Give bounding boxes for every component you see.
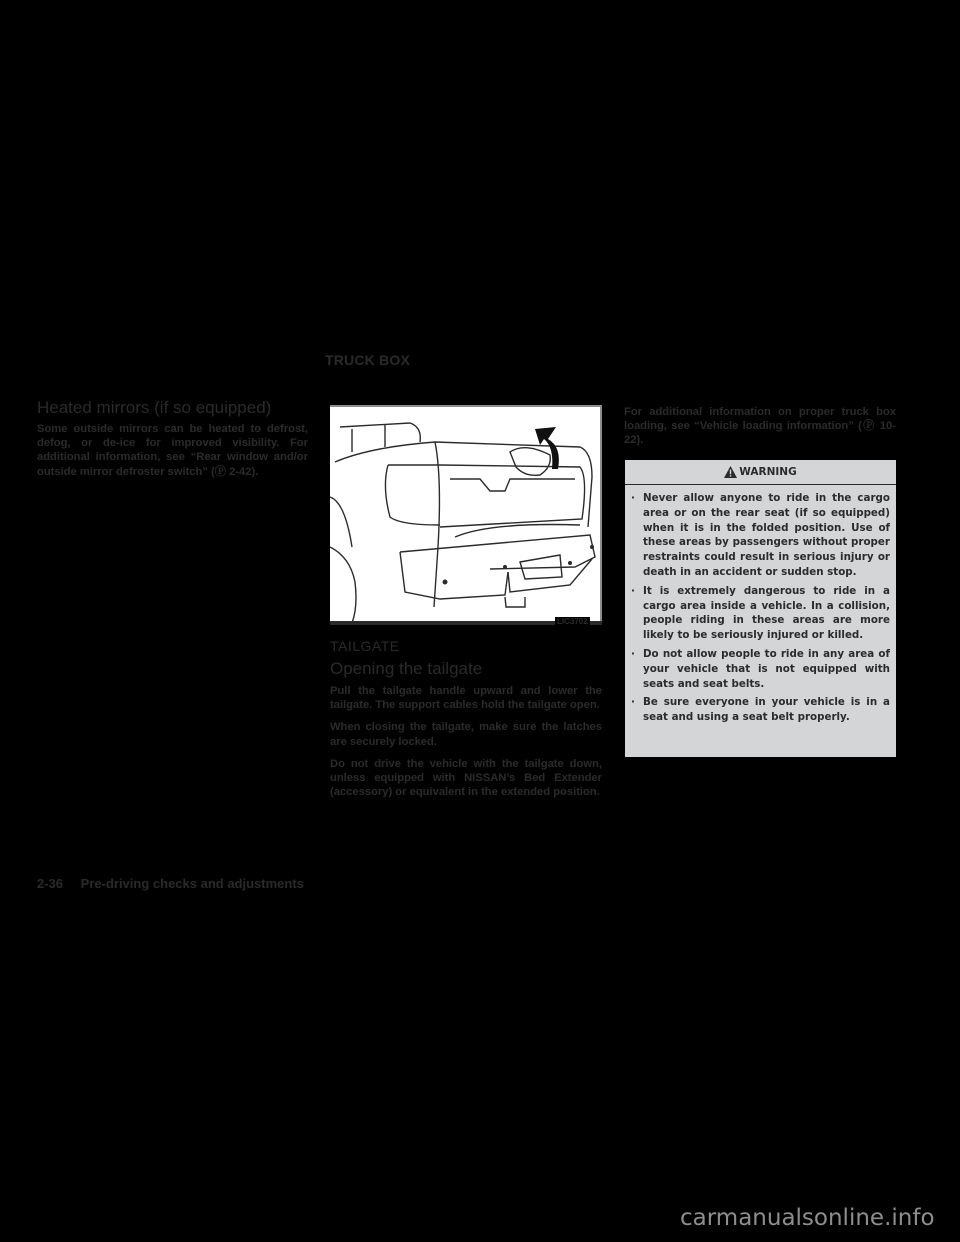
warning-header	[625, 460, 896, 485]
warning-list	[625, 485, 896, 725]
opening-tailgate-heading: Opening the tailgate	[330, 659, 483, 678]
tailgate-illustration	[330, 405, 602, 623]
watermark: carmanualsonline.info	[680, 1205, 935, 1231]
chapter-title: Pre-driving checks and adjustments	[80, 876, 304, 891]
warning-item: · Do not allow people to ride in any area of your vehicle that is not equipped with seats and seat belts.	[631, 647, 890, 690]
opening-tailgate-section	[330, 659, 602, 807]
tailgate-heading: TAILGATE	[330, 638, 400, 654]
warning-triangle-icon	[724, 466, 737, 478]
warning-box	[625, 460, 896, 757]
truck-box-loading-paragraph: For additional information on proper truck box loading, see “Vehicle loading information” (Ⓟ 10-22).	[624, 406, 896, 447]
truck-box-loading-section	[624, 405, 896, 448]
page-footer	[37, 876, 304, 891]
heated-mirrors-section	[37, 398, 308, 479]
heated-mirrors-paragraph: Some outside mirrors can be heated to defrost, defog, or de-ice for improved visibility. For additional information, see “Rear window and/or outside mirror defroster switch” (Ⓟ 2-42).	[37, 423, 308, 478]
warning-item: · It is extremely dangerous to ride in a cargo area inside a vehicle. In a collision, people riding in these areas are more likely to be seriously injured or killed.	[631, 584, 890, 642]
warning-title: WARNING	[739, 466, 797, 478]
truck-tailgate-drawing-icon	[330, 407, 600, 623]
tailgate-paragraph-3: Do not drive the vehicle with the tailgate down, unless equipped with NISSAN’s Bed Extender (accessory) or equivalent in the extended position.	[330, 757, 602, 799]
heated-mirrors-heading: Heated mirrors (if so equipped)	[37, 398, 272, 417]
tailgate-paragraph-2: When closing the tailgate, make sure the latches are securely locked.	[330, 721, 602, 748]
warning-item: · Never allow anyone to ride in the cargo area or on the rear seat (if so equipped) when it is in the folded position. Use of these areas by passengers without proper restraints could result in serious injury or death in an accident or sudden stop.	[631, 492, 890, 578]
section-header: TRUCK BOX	[325, 352, 411, 368]
page-number: 2-36	[37, 876, 64, 891]
figure-code: LIC3702	[557, 617, 588, 626]
tailgate-paragraph-1: Pull the tailgate handle upward and lower the tailgate. The support cables hold the tailgate open.	[330, 685, 602, 712]
warning-item: · Be sure everyone in your vehicle is in a seat and using a seat belt properly.	[631, 696, 890, 724]
